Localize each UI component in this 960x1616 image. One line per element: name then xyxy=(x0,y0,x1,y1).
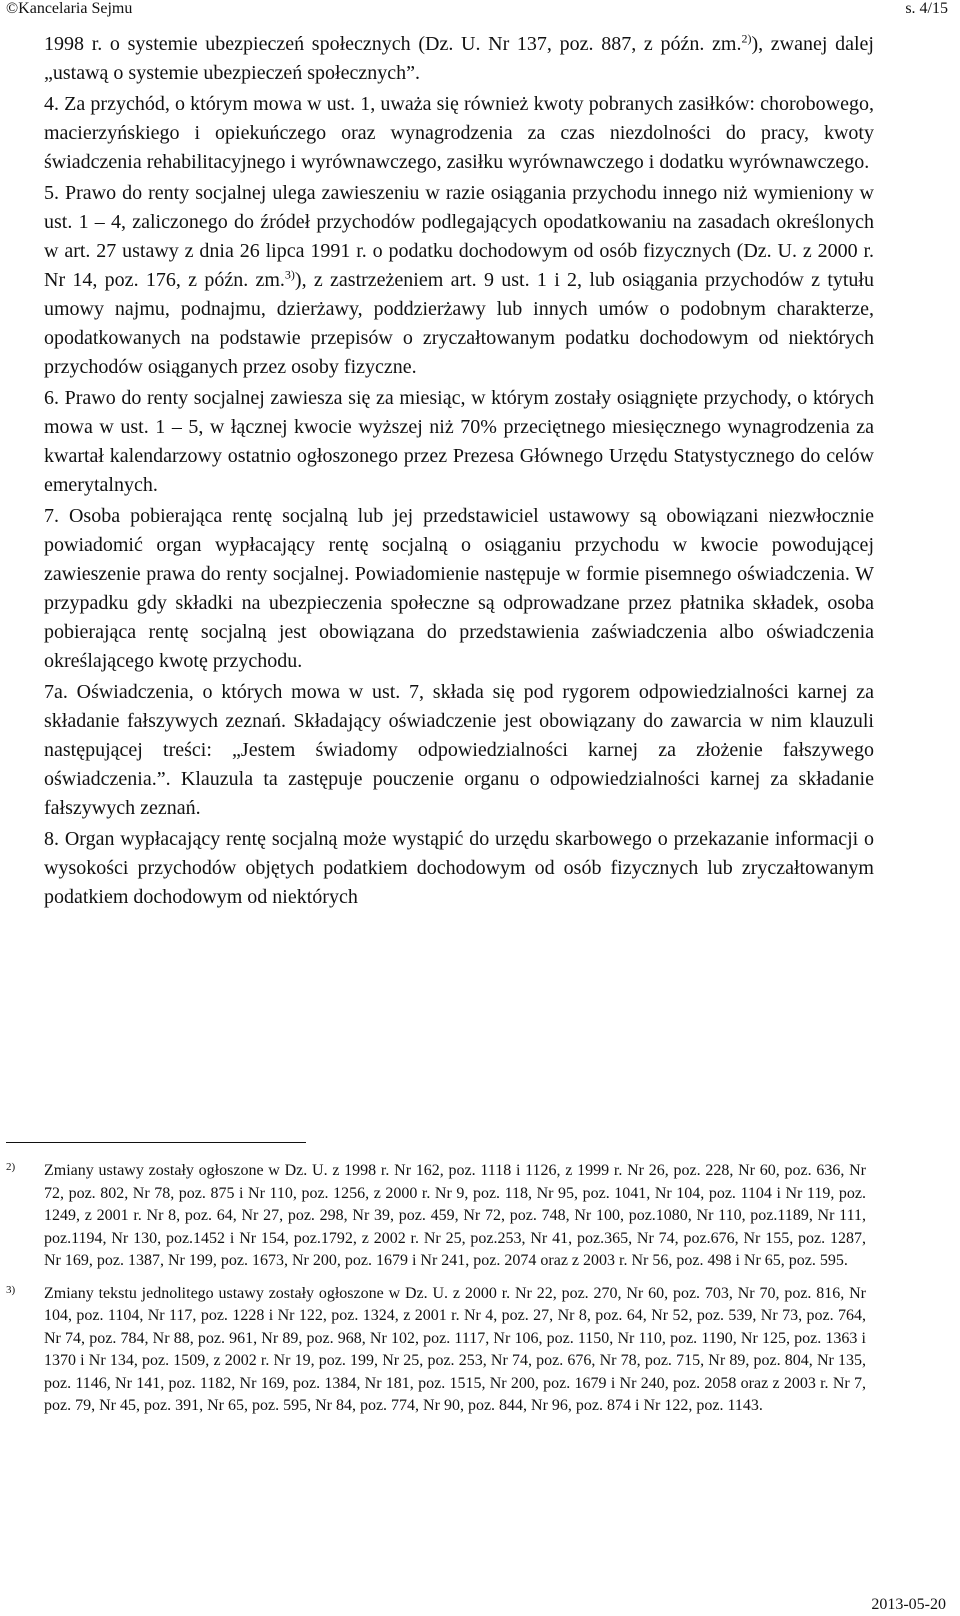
footnote-2 xyxy=(6,1160,866,1273)
paragraph-number: 4. xyxy=(44,93,59,115)
paragraph-number: 6. xyxy=(44,387,59,409)
header-source: ©Kancelaria Sejmu xyxy=(6,0,133,17)
paragraph-number: 7a. xyxy=(44,681,68,703)
footnote-reference: 2) xyxy=(741,31,752,46)
paragraph-8 xyxy=(44,825,874,912)
footnote-mark: 2) xyxy=(6,1161,16,1173)
paragraph-7 xyxy=(44,502,874,676)
footnotes xyxy=(6,1160,866,1428)
paragraph-text-tail: ), zwanej dalej „ustawą o systemie ubezpieczeń społecznych”. xyxy=(44,33,874,84)
page-number: s. 4/15 xyxy=(905,0,948,17)
footnote-reference: 3) xyxy=(284,267,295,282)
paragraph-text: Prawo do renty socjalnej zawiesza się za miesiąc, w którym zostały osiągnięte przychody, o których mowa w ust. 1 – 5, w łącznej kwocie wyższej niż 70% przeciętnego miesięcznego wynagrodzenia za kwartał kalendarzowy ostatnio ogłoszonego przez Prezesa Głównego Urzędu Statystycznego do celów emerytalnych. xyxy=(44,387,874,496)
paragraph-continuation xyxy=(44,30,874,88)
paragraph-7a xyxy=(44,678,874,823)
paragraph-text: Organ wypłacający rentę socjalną może wystąpić do urzędu skarbowego o przekazanie informacji o wysokości przychodów objętych podatkiem dochodowym od osób fizycznych lub zryczałtowanym podatkiem dochodowym od niektórych xyxy=(44,828,875,908)
footnote-mark: 3) xyxy=(6,1283,16,1296)
paragraph-number: 8. xyxy=(44,828,59,850)
paragraph-text-tail: ), z zastrzeżeniem art. 9 ust. 1 i 2, lub osiągania przychodów z tytułu umowy najmu, podnajmu, dzierżawy, poddzierżawy lub innych umów o podobnym charakterze, opodatkowanych na podstawie przepisów o zryczałtowanym podatku dochodowym od niektórych przychodów osiąganych przez osoby fizyczne. xyxy=(44,269,874,378)
footnote-separator xyxy=(6,1142,306,1143)
paragraph-text: 1998 r. o systemie ubezpieczeń społecznych (Dz. U. Nr 137, poz. 887, z późn. zm. xyxy=(44,33,742,55)
paragraph-text: Oświadczenia, o których mowa w ust. 7, składa się pod rygorem odpowiedzialności karnej za składanie fałszywych zeznań. Składający oświadczenie jest obowiązany do zawarcia w nim klauzuli następującej treści: „Jestem świadomy odpowiedzialności karnej za złożenie fałszywego oświadczenia.”. Klauzula ta zastępuje pouczenie organu o odpowiedzialności karnej za składanie fałszywych zeznań. xyxy=(44,681,875,819)
footnote-3 xyxy=(6,1283,866,1418)
footer-date: 2013-05-20 xyxy=(871,1596,946,1613)
paragraph-4 xyxy=(44,90,874,177)
paragraph-text: Prawo do renty socjalnej ulega zawieszeniu w razie osiągania przychodu innego niż wymieniony w ust. 1 – 4, zaliczonego do źródeł przychodów podlegających opodatkowaniu na zasadach określonych w art. 27 ustawy z dnia 26 lipca 1991 r. o podatku dochodowym od osób fizycznych (Dz. U. z 2000 r. Nr 14, poz. 176, z późn. zm. xyxy=(44,182,874,291)
paragraph-5 xyxy=(44,179,874,382)
paragraph-text: Osoba pobierająca rentę socjalną lub jej przedstawiciel ustawowy są obowiązani niezwłocznie powiadomić organ wypłacający rentę socjalną o osiąganiu przychodu w kwocie powodującej zawieszenie prawa do renty socjalnej. Powiadomienie następuje w formie pisemnego oświadczenia. W przypadku gdy składki na ubezpieczenia społeczne są odprowadzane przez płatnika składek, osoba pobierająca rentę socjalną jest obowiązana do przedstawienia zaświadczenia albo oświadczenia określającego kwotę przychodu. xyxy=(44,505,874,672)
paragraph-number: 7. xyxy=(44,505,59,527)
paragraph-text: Za przychód, o którym mowa w ust. 1, uważa się również kwoty pobranych zasiłków: chorobowego, macierzyńskiego i opiekuńczego oraz wynagrodzenia za czas niezdolności do pracy, kwoty świadczenia rehabilitacyjnego i wyrównawczego, zasiłku wyrównawczego i dodatku wyrównawczego. xyxy=(44,93,875,173)
document-body xyxy=(44,30,874,914)
paragraph-6 xyxy=(44,384,874,500)
footnote-text: Zmiany tekstu jednolitego ustawy zostały ogłoszone w Dz. U. z 2000 r. Nr 22, poz. 270, Nr 60, poz. 703, Nr 70, poz. 816, Nr 104, poz. 1104, Nr 117, poz. 1228 i Nr 122, poz. 1324, z 2001 r. Nr 4, poz. 27, Nr 8, poz. 64, Nr 52, poz. 539, Nr 73, poz. 764, Nr 74, poz. 784, Nr 88, poz. 961, Nr 89, poz. 968, Nr 102, poz. 1117, Nr 106, poz. 1150, Nr 110, poz. 1190, Nr 125, poz. 1363 i 1370 i Nr 134, poz. 1509, z 2002 r. Nr 19, poz. 199, Nr 25, poz. 253, Nr 74, poz. 676, Nr 78, poz. 715, Nr 89, poz. 804, Nr 135, poz. 1146, Nr 141, poz. 1182, Nr 169, poz. 1384, Nr 181, poz. 1515, Nr 200, poz. 1679 i Nr 240, poz. 2058 oraz z 2003 r. Nr 7, poz. 79, Nr 45, poz. 391, Nr 65, poz. 595, Nr 84, poz. 774, Nr 90, poz. 844, Nr 96, poz. 874 i Nr 122, poz. 1143. xyxy=(44,1284,866,1414)
paragraph-number: 5. xyxy=(44,182,59,204)
footnote-text: Zmiany ustawy zostały ogłoszone w Dz. U. z 1998 r. Nr 162, poz. 1118 i 1126, z 1999 r. Nr 26, poz. 228, Nr 60, poz. 636, Nr 72, poz. 802, Nr 78, poz. 875 i Nr 110, poz. 1256, z 2000 r. Nr 9, poz. 118, Nr 95, poz. 1041, Nr 104, poz. 1104 i Nr 119, poz. 1249, z 2001 r. Nr 8, poz. 64, Nr 27, poz. 298, Nr 39, poz. 459, Nr 72, poz. 748, Nr 100, poz.1080, Nr 110, poz.1189, Nr 111, poz.1194, Nr 130, poz.1452 i Nr 154, poz.1792, z 2002 r. Nr 25, poz.253, Nr 41, poz.365, Nr 74, poz.676, Nr 155, poz. 1287, Nr 169, poz. 1387, Nr 199, poz. 1673, Nr 200, poz. 1679 i Nr 241, poz. 2074 oraz z 2003 r. Nr 56, poz. 498 i Nr 65, poz. 595. xyxy=(44,1162,866,1269)
